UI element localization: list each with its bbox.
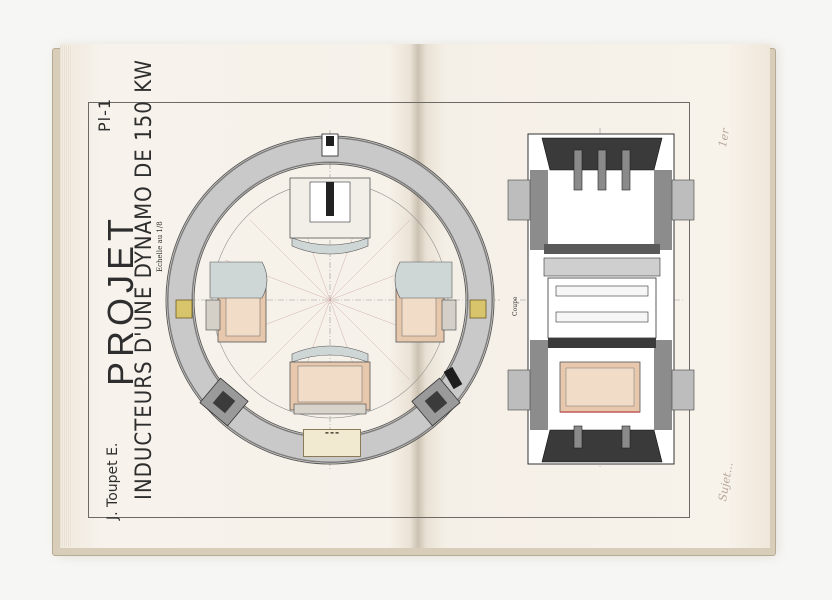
nameplate-logo-text: ▬ ▬ ▬ bbox=[325, 430, 339, 435]
scale-note: Echelle au 1/8 bbox=[156, 221, 164, 272]
pencil-note-bottom: Sujet... bbox=[716, 461, 736, 503]
dynamo-section-view bbox=[508, 128, 694, 468]
drawing-subtitle: INDUCTEURS D'UNE DYNAMO DE 150 KW bbox=[132, 59, 157, 500]
pencil-note-top: 1er bbox=[716, 127, 733, 149]
plate-number: Pl-1 bbox=[95, 97, 114, 132]
author-name: J. Toupet E. bbox=[105, 442, 121, 520]
maker-nameplate bbox=[303, 429, 361, 457]
section-label: Coupe bbox=[512, 296, 519, 316]
dynamo-front-view bbox=[166, 130, 500, 470]
drawing-title: PROJET bbox=[100, 213, 141, 386]
